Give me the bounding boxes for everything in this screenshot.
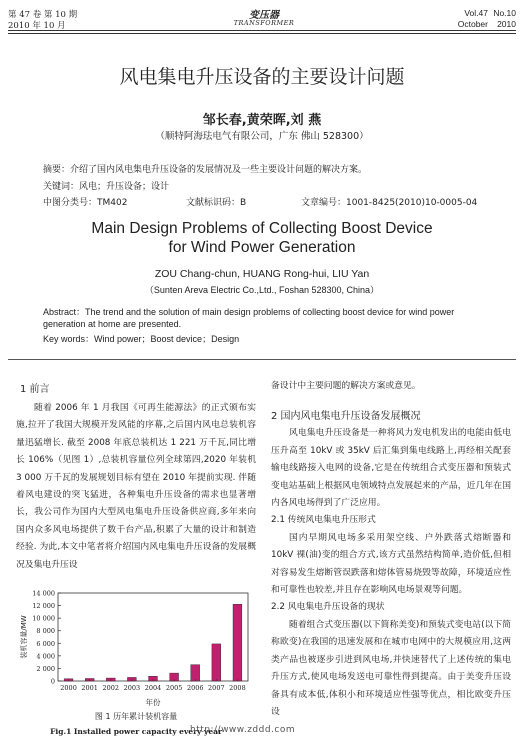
keywords-en: Key words：Wind power；Boost device；Design — [43, 334, 240, 344]
x-tick-label: 2000 — [60, 684, 77, 692]
document-code: 文献标识码：B — [186, 198, 247, 208]
figure-caption-en: Fig.1 Installed power capacity every year — [50, 727, 222, 736]
header-volume-cn: 第 47 卷 第 10 期 — [8, 10, 78, 20]
article-title-en-line1: Main Design Problems of Collecting Boost Device — [91, 220, 433, 237]
section-2-1-heading: 2.1 传统风电集电升压形式 — [271, 515, 376, 526]
section-separator — [8, 359, 516, 360]
y-tick-label: 10 000 — [32, 614, 55, 623]
right-column — [271, 408, 511, 721]
x-tick-label: 2005 — [165, 684, 183, 692]
figure-caption-cn: 图 1 历年累计装机容量 — [94, 712, 178, 721]
bar-2007 — [212, 644, 221, 681]
y-tick-label: 2 000 — [36, 664, 55, 673]
y-tick-label: 14 000 — [32, 589, 55, 598]
number-en: No.10 — [493, 8, 516, 18]
header-date-en — [458, 19, 516, 29]
y-axis-label: 装机容量/MW — [20, 615, 28, 659]
x-tick-label: 2001 — [81, 684, 98, 692]
keywords-cn: 关键词：风电；升压设备；设计 — [43, 182, 170, 192]
y-tick-label: 6 000 — [36, 639, 55, 648]
y-tick-label: 12 000 — [32, 602, 55, 611]
installed-capacity-chart — [16, 585, 256, 707]
continued-text: 备设计中主要问题的解决方案或意见。 — [271, 381, 421, 391]
x-tick-label: 2004 — [144, 684, 162, 692]
month-en: October — [457, 19, 488, 29]
header-volume-en — [464, 8, 516, 18]
affiliation-cn: （顺特阿海珐电气有限公司，广东 佛山 528300） — [155, 131, 369, 142]
abstract-cn: 摘要：介绍了国内风电集电升压设备的发展情况及一些主要设计问题的解决方案。 — [43, 165, 368, 175]
y-tick-label: 4 000 — [36, 652, 55, 661]
watermark: http://www.zddd.com — [190, 725, 296, 735]
year-en: 2010 — [497, 19, 516, 29]
section-1-paragraph: 随着 2006 年 1 月我国《可再生能源法》的正式颁布实施,拉开了我国大规模开发风能的序幕,之后国内风电总装机容量迅猛增长. 截至 2008 年底总装机达 1 221 万千瓦,同比增长 106%（见图 1）,总装机容量位列全球第四,2020 年装机 3 000 万千瓦的发展规划目标有望在 2010 年提前实现. 伴随着风电建设的突飞猛进，各种集电升压设备的需求也显著增长，我公司作为国内大型风电集电升压设备供应商,多年来向国内众多风电场提供了数千台产品,积累了大量的设计和制造经验. 为此,本文中笔者将介绍国内风电集电升压设备的发展概况及集电升压设 — [16, 403, 256, 570]
bar-2006 — [191, 665, 200, 681]
authors-en: ZOU Chang-chun, HUANG Rong-hui, LIU Yan — [154, 268, 370, 280]
volume-en: Vol.47 — [464, 8, 488, 18]
x-axis-label: 年份 — [145, 698, 161, 707]
header-date-cn: 2010 年 10 月 — [8, 21, 66, 31]
section-2-2-paragraph: 随着组合式变压器(以下简称美变)和预装式变电站(以下简称欧变)在我国的迅速发展和在城市电网中的大规模应用,这两类产品也被逐步引进到风电场,并快速替代了上述传统的集电升压方式,使风电场发送电可靠性得到提高。由于美变升压设备具有成本低,体积小和环境适应性强等优点，相比欧变升压设 — [271, 619, 511, 717]
header-rule — [8, 30, 516, 31]
x-tick-label: 2008 — [229, 684, 246, 692]
authors-cn: 邹长春,黄荣晖,刘 燕 — [202, 113, 322, 128]
y-tick-label: 0 — [50, 677, 55, 686]
left-column — [16, 400, 256, 574]
journal-logo: 变压器 — [249, 10, 279, 21]
abstract-en: Abstract：The trend and the solution of main design problems of collecting boost device for wind power generation at home are presented. — [43, 307, 455, 329]
section-2-paragraph: 风电集电升压设备是一种将风力发电机发出的电能由低电压升高至 10kV 或 35kV 后汇集到集电线路上,再经相关配套输电线路接入电网的设备,它是在传统组合式变压器和预装式变电站基础上根据风电领域特点发展起来的产品，近几年在国内各风电场得到了广泛应用。 — [271, 428, 511, 509]
clc-number: 中图分类号：TM402 — [43, 198, 128, 208]
header-rule-thin — [8, 33, 516, 34]
affiliation-en: （Sunten Areva Electric Co.,Ltd., Foshan 528300, China） — [144, 285, 380, 295]
x-tick-label: 2002 — [102, 684, 120, 692]
bar-2008 — [233, 604, 242, 681]
x-tick-label: 2006 — [186, 684, 204, 692]
journal-name-en: TRANSFORMER — [233, 19, 295, 27]
section-2-heading: 2 国内风电集电升压设备发展概况 — [271, 411, 421, 422]
x-tick-label: 2007 — [208, 684, 225, 692]
section-2-1-paragraph: 国内早期风电场多采用架空线、户外跌落式熔断器和 10kV 裸(油)变的组合方式,该方式虽然结构简单,造价低,但相对容易发生熔断管误跌落和熔体管易烧毁等故障，环境适应性和可靠性也较差,并且存在影响风电场景观等问题。 — [271, 532, 511, 596]
section-2-2-heading: 2.2 风电集电升压设备的现状 — [271, 602, 385, 613]
article-number: 文章编号：1001-8425(2010)10-0005-04 — [301, 198, 478, 208]
section-1-heading: 1 前言 — [20, 384, 50, 395]
article-title-cn: 风电集电升压设备的主要设计问题 — [119, 66, 405, 88]
x-tick-label: 2003 — [123, 684, 141, 692]
y-tick-label: 8 000 — [36, 627, 55, 636]
article-title-en-line2: for Wind Power Generation — [168, 239, 356, 256]
